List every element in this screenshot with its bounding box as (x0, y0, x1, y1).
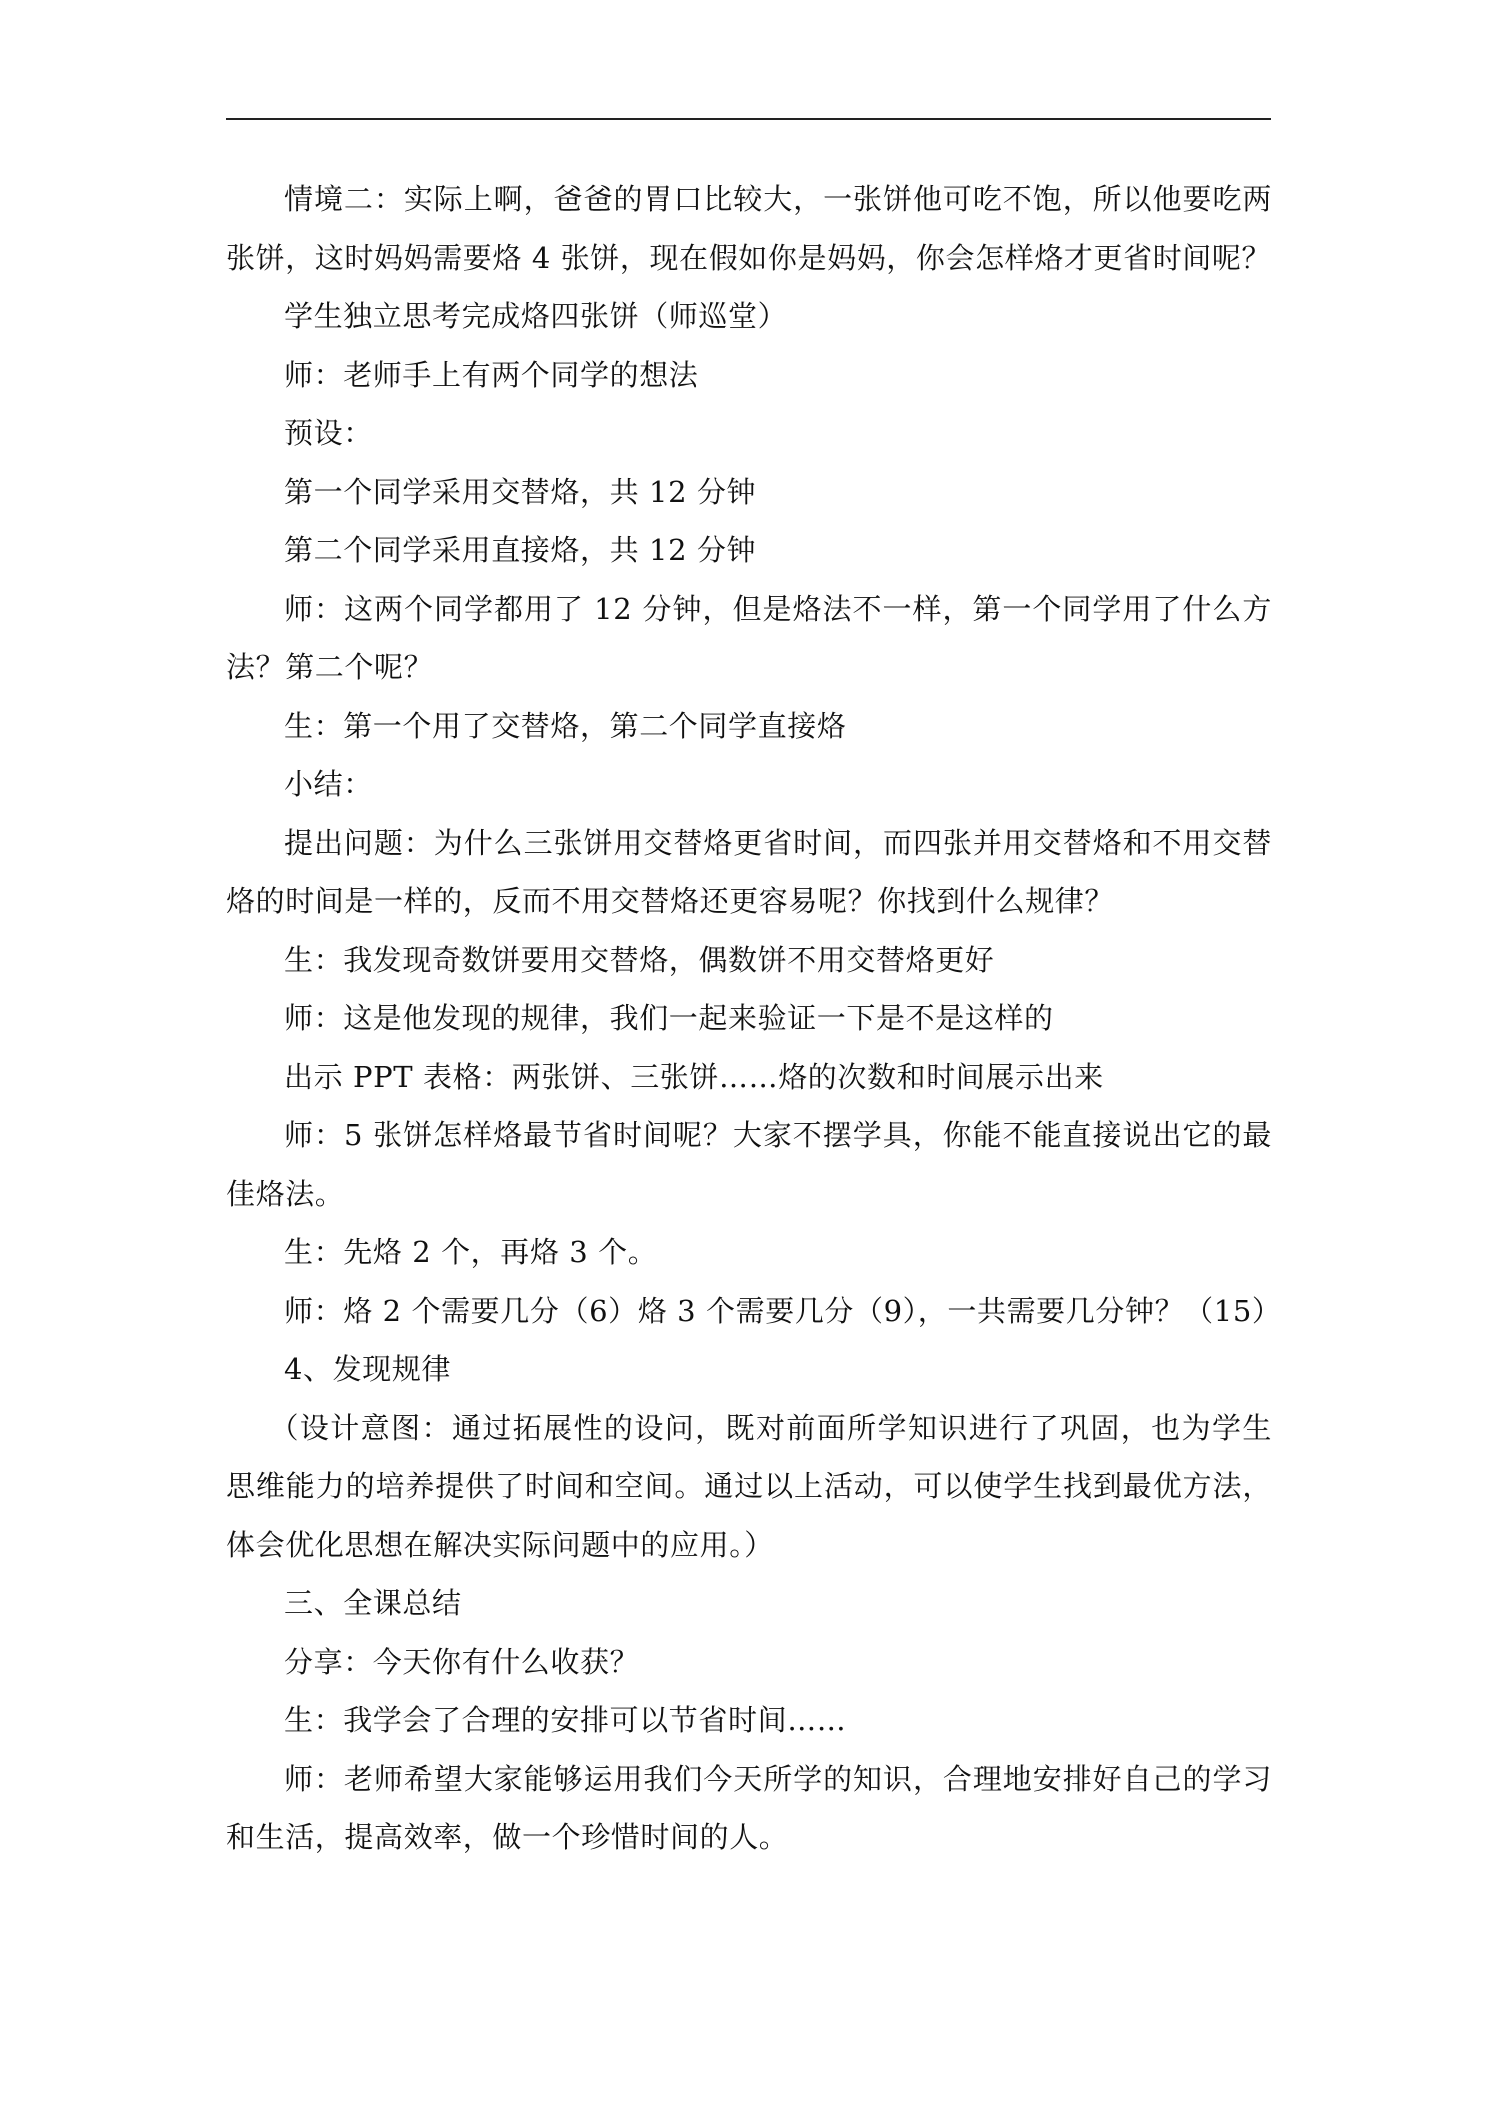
paragraph: 小结： (284, 767, 373, 801)
paragraph: 情境二：实际上啊，爸爸的胃口比较大，一张饼他可吃不饱，所以他要吃两张饼，这时妈妈需要烙 4 张饼，现在假如你是妈妈，你会怎样烙才更省时间呢？ (226, 182, 1272, 275)
paragraph: 师：5 张饼怎样烙最节省时间呢？大家不摆学具，你能不能直接说出它的最佳烙法。 (226, 1118, 1272, 1211)
paragraph: 预设： (284, 416, 373, 450)
paragraph: 第二个同学采用直接烙，共 12 分钟 (284, 533, 757, 567)
paragraph: 第一个同学采用交替烙，共 12 分钟 (284, 474, 757, 509)
paragraph: 三、全课总结 (284, 1586, 462, 1620)
paragraph: 师：这是他发现的规律，我们一起来验证一下是不是这样的 (284, 1001, 1054, 1035)
document-body (226, 170, 1282, 1867)
paragraph: 学生独立思考完成烙四张饼（师巡堂） (284, 299, 788, 333)
paragraph: 4、发现规律 (284, 1352, 452, 1386)
paragraph: 出示 PPT 表格：两张饼、三张饼……烙的次数和时间展示出来 (284, 1059, 1104, 1094)
paragraph: 师：老师希望大家能够运用我们今天所学的知识，合理地安排好自己的学习和生活，提高效率，做一个珍惜时间的人。 (226, 1761, 1272, 1854)
paragraph: 提出问题：为什么三张饼用交替烙更省时间，而四张并用交替烙和不用交替烙的时间是一样的，反而不用交替烙还更容易呢？你找到什么规律？ (226, 825, 1272, 918)
paragraph: 师：这两个同学都用了 12 分钟，但是烙法不一样，第一个同学用了什么方法？第二个呢？ (226, 591, 1272, 684)
paragraph: 分享：今天你有什么收获？ (284, 1644, 640, 1679)
paragraph: 生：我学会了合理的安排可以节省时间…… (284, 1703, 847, 1737)
header-rule (226, 118, 1271, 120)
paragraph: 师：烙 2 个需要几分（6）烙 3 个需要几分（9），一共需要几分钟？（15） (284, 1293, 1282, 1328)
paragraph: 生：我发现奇数饼要用交替烙，偶数饼不用交替烙更好 (284, 942, 995, 977)
paragraph: 生：先烙 2 个，再烙 3 个。 (284, 1235, 658, 1269)
paragraph: （设计意图：通过拓展性的设问，既对前面所学知识进行了巩固，也为学生思维能力的培养提供了时间和空间。通过以上活动，可以使学生找到最优方法，体会优化思想在解决实际问题中的应用。） (226, 1410, 1272, 1562)
paragraph: 师：老师手上有两个同学的想法 (284, 357, 699, 392)
paragraph: 生：第一个用了交替烙，第二个同学直接烙 (284, 708, 847, 743)
